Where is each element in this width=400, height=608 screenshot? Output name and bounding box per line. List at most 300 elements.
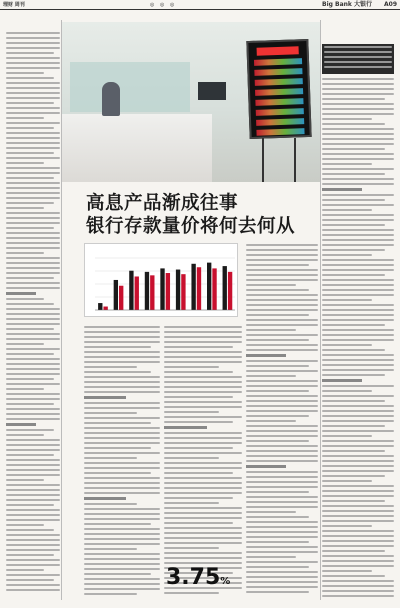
text-line: [322, 98, 385, 100]
text-line: [84, 457, 137, 459]
text-line: [246, 445, 318, 447]
bank-hall-photo: [62, 22, 320, 182]
text-line: [164, 467, 242, 469]
text-line: [322, 455, 394, 457]
text-line: [246, 390, 309, 392]
chart-bar-s0-6: [191, 264, 195, 310]
text-line: [6, 257, 60, 259]
text-line: [246, 400, 318, 402]
text-line: [322, 535, 394, 537]
text-line: [322, 173, 385, 175]
text-line: [6, 584, 60, 586]
text-line: [322, 324, 385, 326]
text-line: [84, 432, 160, 434]
text-line: [84, 558, 160, 560]
text-line: [84, 533, 160, 535]
text-line: [6, 167, 60, 169]
text-line: [6, 52, 54, 54]
text-line: [6, 172, 60, 174]
text-line: [322, 284, 394, 286]
text-line: [84, 538, 160, 540]
text-line: [6, 474, 60, 476]
text-line: [322, 385, 394, 387]
text-line: [246, 425, 318, 427]
column-brand: Big Bank 大银行: [322, 1, 372, 8]
text-line: [322, 183, 394, 185]
text-line: [6, 549, 60, 551]
text-line: [322, 289, 394, 291]
text-line: [322, 259, 394, 261]
text-line: [246, 511, 296, 513]
text-line: [6, 57, 60, 59]
chart-bar-s0-8: [223, 266, 227, 310]
subhead-bar: [84, 396, 126, 399]
text-line: [6, 429, 54, 431]
text-line: [322, 349, 385, 351]
text-line: [84, 513, 160, 515]
headline-line-1: 高息产品渐成往事: [86, 193, 239, 214]
text-line: [322, 495, 394, 497]
text-line: [322, 244, 394, 246]
text-line: [322, 294, 394, 296]
text-line: [164, 326, 242, 328]
text-line: [322, 219, 394, 221]
text-line: [6, 242, 60, 244]
text-line: [6, 444, 60, 446]
text-line: [6, 529, 54, 531]
text-line: [164, 386, 242, 388]
header-icon: ◎: [150, 2, 155, 8]
text-line: [246, 551, 318, 553]
subhead-bar: [246, 465, 286, 468]
text-line: [6, 72, 44, 74]
text-line: [164, 346, 233, 348]
text-line: [6, 42, 60, 44]
text-line: [246, 395, 318, 397]
text-line: [322, 565, 394, 567]
text-line: [246, 309, 318, 311]
text-line: [246, 430, 318, 432]
text-line: [84, 331, 160, 333]
text-line: [84, 553, 160, 555]
text-line: [322, 585, 394, 587]
text-line: [246, 339, 309, 341]
text-line: [322, 580, 394, 582]
text-line: [246, 531, 318, 533]
text-line: [246, 385, 318, 387]
text-line: [164, 547, 219, 549]
text-line: [322, 178, 394, 180]
text-line: [6, 318, 60, 320]
text-line: [246, 294, 318, 296]
text-line: [246, 274, 318, 276]
text-line: [6, 554, 54, 556]
text-line: [84, 442, 160, 444]
text-line: [6, 102, 54, 104]
text-line: [246, 259, 318, 261]
text-line: [84, 482, 160, 484]
text-line: [322, 274, 385, 276]
text-line: [84, 386, 160, 388]
text-line: [322, 108, 394, 110]
text-line: [246, 289, 309, 291]
text-line: [322, 520, 394, 522]
text-line: [84, 477, 160, 479]
text-line: [6, 378, 54, 380]
text-line: [322, 390, 372, 392]
text-line: [322, 229, 394, 231]
text-line: [84, 376, 160, 378]
text-line: [6, 177, 54, 179]
text-line: [6, 282, 60, 284]
text-line: [84, 528, 160, 530]
text-line: [164, 406, 242, 408]
text-line: [6, 187, 60, 189]
text-line: [322, 339, 394, 341]
text-line: [164, 457, 219, 459]
text-line: [84, 503, 137, 505]
text-line: [246, 536, 318, 538]
text-line: [164, 502, 219, 504]
text-line: [246, 556, 296, 558]
header-icons: [150, 0, 178, 10]
text-line: [322, 148, 385, 150]
chart-bar-s0-5: [176, 270, 180, 310]
article-column-2: [164, 326, 242, 597]
right-column-text: [322, 78, 394, 600]
text-line: [6, 479, 44, 481]
text-line: [6, 524, 44, 526]
text-line: [164, 557, 242, 559]
text-line: [84, 548, 137, 550]
text-line: [6, 509, 60, 511]
text-line: [6, 82, 60, 84]
highlight-figure: [166, 565, 230, 590]
text-line: [84, 381, 160, 383]
subhead-bar: [164, 426, 207, 429]
text-line: [84, 361, 160, 363]
text-line: [322, 133, 394, 135]
text-line: [164, 437, 242, 439]
text-line: [322, 545, 394, 547]
text-line: [6, 192, 60, 194]
text-line: [84, 588, 160, 590]
text-line: [246, 375, 296, 377]
subhead-bar: [322, 188, 362, 191]
header-icon: ◎: [159, 2, 165, 8]
text-line: [6, 449, 60, 451]
text-line: [6, 348, 60, 350]
text-line: [322, 314, 394, 316]
text-line: [246, 566, 309, 568]
text-line: [322, 555, 394, 557]
text-line: [84, 437, 160, 439]
text-line: [164, 416, 242, 418]
text-line: [246, 360, 318, 362]
article-column-1: [84, 326, 160, 598]
text-line: [6, 434, 44, 436]
text-line: [246, 516, 309, 518]
text-line: [322, 410, 394, 412]
text-line: [322, 239, 394, 241]
text-line: [246, 541, 309, 543]
chart-bar-s0-1: [114, 280, 118, 310]
text-line: [322, 575, 385, 577]
text-line: [84, 407, 160, 409]
text-line: [322, 395, 394, 397]
text-line: [6, 303, 54, 305]
text-line: [6, 494, 60, 496]
text-line: [246, 329, 296, 331]
text-line: [246, 420, 296, 422]
text-line: [324, 51, 392, 53]
text-line: [164, 477, 242, 479]
chart-svg: [85, 244, 239, 318]
text-line: [6, 272, 60, 274]
text-line: [322, 329, 394, 331]
text-line: [6, 514, 60, 516]
text-line: [322, 254, 372, 256]
text-line: [6, 122, 60, 124]
text-line: [164, 532, 242, 534]
page-header: [0, 0, 400, 10]
text-line: [164, 512, 242, 514]
text-line: [322, 199, 385, 201]
text-line: [322, 83, 394, 85]
text-line: [6, 328, 54, 330]
text-line: [164, 452, 242, 454]
text-line: [164, 381, 242, 383]
text-line: [322, 445, 394, 447]
text-line: [6, 67, 60, 69]
text-line: [6, 484, 60, 486]
text-line: [246, 501, 318, 503]
text-line: [322, 550, 385, 552]
text-line: [246, 486, 318, 488]
text-line: [246, 244, 318, 246]
text-line: [322, 264, 394, 266]
text-line: [6, 222, 60, 224]
text-line: [246, 314, 309, 316]
text-line: [322, 374, 385, 376]
chart-bar-s1-0: [103, 307, 107, 310]
chart-bar-s0-4: [160, 268, 164, 310]
text-line: [322, 309, 394, 311]
text-line: [246, 349, 318, 351]
text-line: [322, 128, 394, 130]
text-line: [322, 485, 394, 487]
text-line: [246, 496, 318, 498]
text-line: [6, 77, 54, 79]
text-line: [6, 107, 60, 109]
text-line: [84, 472, 151, 474]
left-column-text: [6, 32, 60, 594]
text-line: [246, 506, 318, 508]
text-line: [322, 78, 394, 80]
text-line: [6, 413, 60, 415]
text-line: [164, 356, 242, 358]
text-line: [6, 308, 60, 310]
text-line: [6, 32, 60, 34]
text-line: [164, 371, 233, 373]
text-line: [246, 405, 318, 407]
text-line: [84, 568, 160, 570]
text-line: [246, 450, 318, 452]
text-line: [6, 267, 60, 269]
text-line: [6, 62, 60, 64]
text-line: [6, 152, 54, 154]
text-line: [246, 410, 318, 412]
text-line: [322, 465, 394, 467]
text-line: [246, 571, 318, 573]
text-line: [322, 103, 394, 105]
text-line: [322, 194, 394, 196]
text-line: [84, 366, 137, 368]
text-line: [322, 279, 394, 281]
chart-bar-s1-4: [166, 273, 170, 310]
text-line: [164, 351, 242, 353]
text-line: [6, 217, 60, 219]
text-line: [6, 212, 60, 214]
text-line: [164, 442, 242, 444]
text-line: [164, 517, 242, 519]
text-line: [246, 440, 309, 442]
text-line: [84, 563, 160, 565]
text-line: [6, 363, 60, 365]
text-line: [322, 224, 385, 226]
text-line: [322, 299, 372, 301]
text-line: [164, 537, 242, 539]
text-line: [246, 526, 318, 528]
text-line: [322, 440, 394, 442]
text-line: [324, 56, 392, 58]
text-line: [6, 232, 60, 234]
text-line: [84, 523, 151, 525]
text-line: [322, 204, 394, 206]
text-line: [6, 358, 60, 360]
chart-bar-s1-8: [228, 272, 232, 310]
text-line: [6, 469, 60, 471]
text-line: [6, 182, 60, 184]
text-line: [6, 544, 60, 546]
text-line: [6, 147, 60, 149]
text-line: [322, 430, 394, 432]
text-line: [322, 163, 372, 165]
rate-board-image: [246, 39, 311, 139]
text-line: [6, 489, 60, 491]
text-line: [322, 123, 385, 125]
text-line: [6, 519, 60, 521]
text-line: [6, 112, 60, 114]
subhead-bar: [246, 354, 286, 357]
text-line: [6, 398, 60, 400]
text-line: [246, 460, 318, 462]
text-line: [322, 334, 394, 336]
text-line: [6, 403, 54, 405]
text-line: [6, 37, 60, 39]
text-line: [164, 401, 242, 403]
text-line: [246, 491, 309, 493]
text-line: [246, 284, 296, 286]
chart-bar-s1-1: [119, 286, 123, 310]
text-line: [164, 341, 242, 343]
text-line: [6, 92, 60, 94]
text-line: [246, 546, 318, 548]
text-line: [322, 93, 394, 95]
text-line: [6, 237, 60, 239]
text-line: [6, 343, 44, 345]
text-line: [246, 481, 318, 483]
text-line: [164, 527, 242, 529]
text-line: [164, 361, 242, 363]
text-line: [6, 574, 60, 576]
text-line: [84, 351, 160, 353]
text-line: [84, 518, 160, 520]
text-line: [322, 450, 385, 452]
text-line: [84, 467, 160, 469]
text-line: [322, 400, 385, 402]
text-line: [84, 346, 151, 348]
text-line: [6, 564, 60, 566]
text-line: [84, 593, 137, 595]
text-line: [322, 364, 394, 366]
text-line: [6, 388, 44, 390]
sidebar-box: [322, 44, 394, 74]
text-line: [6, 589, 60, 591]
chart-bar-s1-2: [135, 276, 139, 310]
text-line: [84, 452, 160, 454]
text-line: [6, 534, 60, 536]
chart-bar-s0-7: [207, 263, 211, 310]
highlight-unit: %: [220, 576, 231, 587]
text-line: [246, 319, 318, 321]
text-line: [322, 595, 394, 597]
text-line: [6, 338, 60, 340]
text-line: [6, 97, 60, 99]
text-line: [322, 515, 394, 517]
text-line: [6, 87, 60, 89]
page-number: A09: [384, 1, 397, 8]
text-line: [6, 383, 60, 385]
text-line: [6, 579, 54, 581]
text-line: [6, 162, 44, 164]
text-line: [322, 425, 385, 427]
text-line: [246, 471, 318, 473]
deposit-rate-chart: [84, 243, 238, 317]
text-line: [6, 287, 60, 289]
text-line: [246, 344, 318, 346]
text-line: [164, 421, 233, 423]
text-line: [6, 142, 60, 144]
text-line: [322, 540, 394, 542]
text-line: [246, 415, 309, 417]
subhead-bar: [6, 423, 36, 426]
highlight-value: 3.75: [166, 565, 221, 590]
text-line: [6, 207, 44, 209]
text-line: [6, 252, 44, 254]
text-line: [246, 370, 318, 372]
text-line: [6, 323, 60, 325]
text-line: [322, 435, 372, 437]
text-line: [322, 88, 394, 90]
text-line: [164, 552, 242, 554]
article-column-3: [246, 244, 318, 596]
text-line: [84, 402, 160, 404]
text-line: [246, 334, 318, 336]
subhead-bar: [322, 379, 362, 382]
text-line: [84, 583, 160, 585]
text-line: [322, 113, 394, 115]
